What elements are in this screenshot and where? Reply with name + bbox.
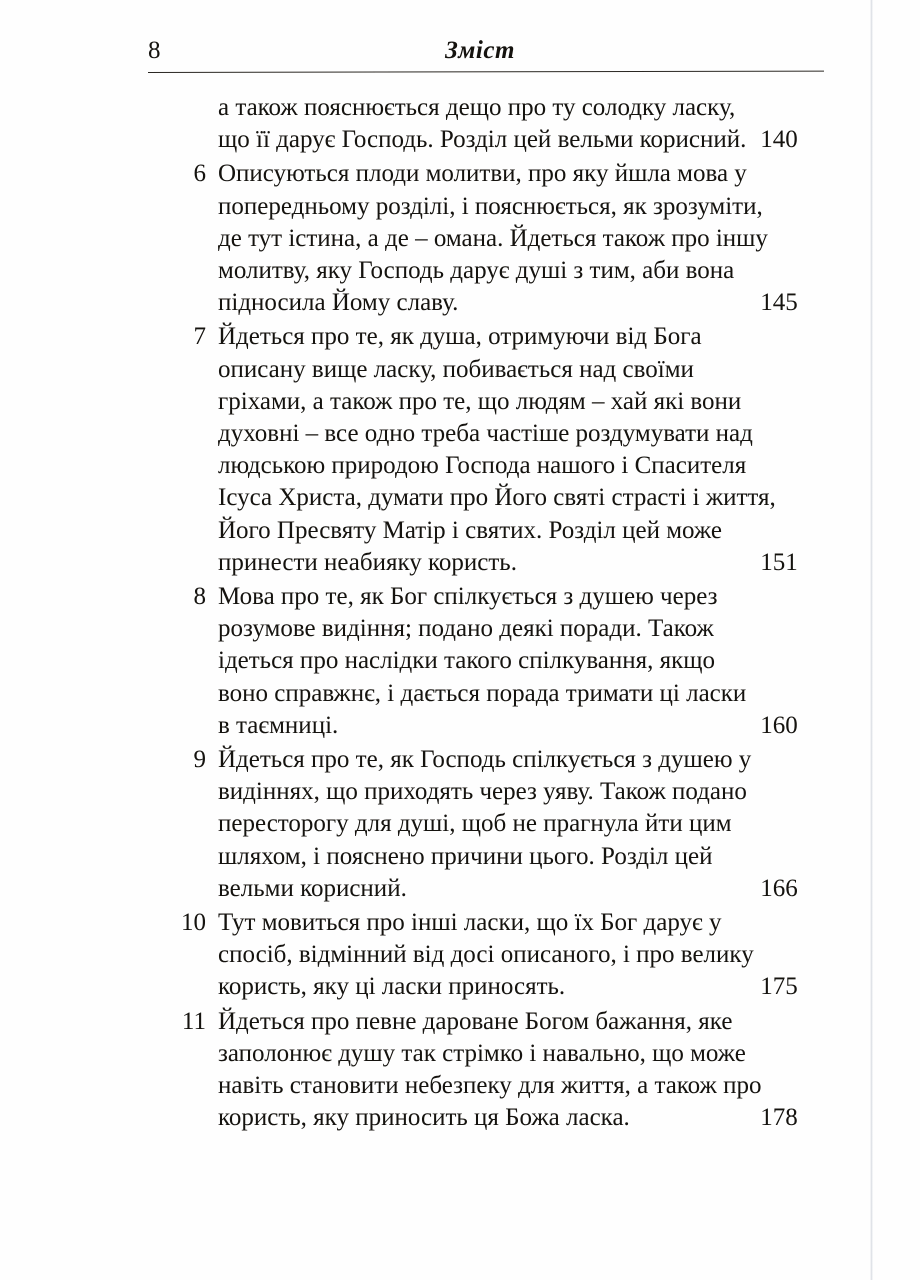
toc-entry-line: спосіб, відмінний від досі описаного, і про велику (218, 941, 754, 969)
toc-entry-line: Тут мовиться про інші ласки, що їх Бог дарує у (218, 909, 722, 937)
toc-entry-text (218, 1006, 762, 1135)
toc-entry-line: підносила Йому славу. (218, 289, 459, 317)
toc-entry-line: гріхами, а також про те, що людям – хай які вони (218, 387, 742, 415)
toc-entry-line: ідеться про наслідки такого спілкування, якщо (218, 647, 716, 675)
toc-entry-line: а також пояснюється дещо про ту солодку ласку, (218, 94, 736, 121)
toc-entry[interactable] (148, 907, 824, 1004)
toc-entry[interactable] (148, 744, 824, 905)
toc-entry-line: принести неабияку користь. (218, 548, 517, 576)
toc-entry-line: пересторогу для душі, щоб не прагнула йти цим (218, 810, 732, 838)
toc-entry-line: Його Пресвяту Матір і святих. Розділ цей може (218, 516, 722, 544)
toc-entry-text (218, 321, 776, 579)
toc-entry-page-number[interactable]: 140 (760, 126, 798, 154)
toc-entry-line: що її дарує Господь. Розділ цей вельми корисний. (218, 126, 747, 154)
toc-entry-number: 9 (193, 746, 206, 774)
toc-entry-line: користь, яку ці ласки приносять. (218, 973, 566, 1001)
header-rule (148, 71, 824, 73)
toc-entry-text (218, 907, 754, 1004)
toc-entry[interactable] (148, 1006, 824, 1135)
toc-entry-text (218, 158, 768, 319)
toc-entry-page-number[interactable]: 160 (760, 711, 798, 739)
toc-entry-page-number[interactable]: 151 (760, 548, 798, 576)
page-title: Зміст (445, 37, 515, 64)
toc-entry-line: заполонює душу так стрімко і навально, що може (218, 1039, 746, 1067)
toc-entry-line: Йдеться про те, як душа, отримуючи від Бога (218, 323, 702, 351)
toc-entry-number: 10 (181, 909, 206, 937)
toc-entry[interactable] (148, 321, 824, 579)
toc-entry-line: людською природою Господа нашого і Спасителя (218, 452, 747, 480)
toc-entry-line: в таємниці. (218, 711, 339, 739)
scan-edge-artifact (870, 0, 873, 1280)
toc-entry-text (218, 581, 747, 742)
toc-entry-line: Описуються плоди молитви, про яку йшла мова у (218, 160, 747, 188)
toc-entry-line: воно справжнє, і дається порада тримати ці ласки (218, 679, 747, 707)
toc-entry-line: шляхом, і пояснено причини цього. Розділ цей (218, 842, 713, 870)
toc-entry-number: 8 (193, 583, 206, 611)
toc-entry-line: розумове видіння; подано деякі поради. Також (218, 615, 714, 643)
toc-entry-number: 6 (193, 160, 206, 188)
toc-entry-number: 11 (181, 1007, 206, 1035)
toc-entry-line: Йдеться про те, як Господь спілкується з душею у (218, 746, 752, 774)
toc-entry-line: описану вище ласку, побивається над своїми (218, 355, 694, 383)
running-head (148, 34, 824, 74)
toc-entry[interactable] (148, 92, 824, 156)
toc-entry-page-number[interactable]: 178 (760, 1104, 798, 1132)
toc-entry-text (218, 744, 752, 905)
toc-entry[interactable] (148, 158, 824, 319)
toc-entry-number: 7 (193, 323, 206, 351)
toc-entry-page-number[interactable]: 166 (760, 874, 798, 902)
toc-entry-line: вельми корисний. (218, 874, 407, 902)
toc-entry-line: попередньому розділі, і пояснюється, як зрозуміти, (218, 192, 763, 220)
toc-entry-page-number[interactable]: 175 (760, 973, 798, 1001)
folio-number: 8 (148, 37, 161, 64)
toc-entry-line: духовні – все одно треба частіше роздумувати над (218, 420, 753, 448)
toc-entry-line: молитву, яку Господь дарує душі з тим, аби вона (218, 257, 735, 285)
toc-entry-line: навіть становити небезпеку для життя, а також про (218, 1072, 762, 1100)
toc-entry-line: Ісуса Христа, думати про Його святі страсті і життя, (218, 484, 776, 512)
toc-entry-text (218, 92, 747, 156)
toc-entry-line: Мова про те, як Бог спілкується з душею через (218, 583, 718, 611)
toc-entry[interactable] (148, 581, 824, 742)
toc-entry-page-number[interactable]: 145 (760, 289, 798, 317)
toc-entry-line: Йдеться про певне дароване Богом бажання, яке (218, 1007, 733, 1035)
toc-entry-line: користь, яку приносить ця Божа ласка. (218, 1104, 630, 1132)
toc-entry-line: де тут істина, а де – омана. Йдеться також про іншу (218, 224, 768, 252)
table-of-contents (148, 92, 824, 1137)
toc-entry-line: видіннях, що приходять через уяву. Також подано (218, 778, 747, 806)
